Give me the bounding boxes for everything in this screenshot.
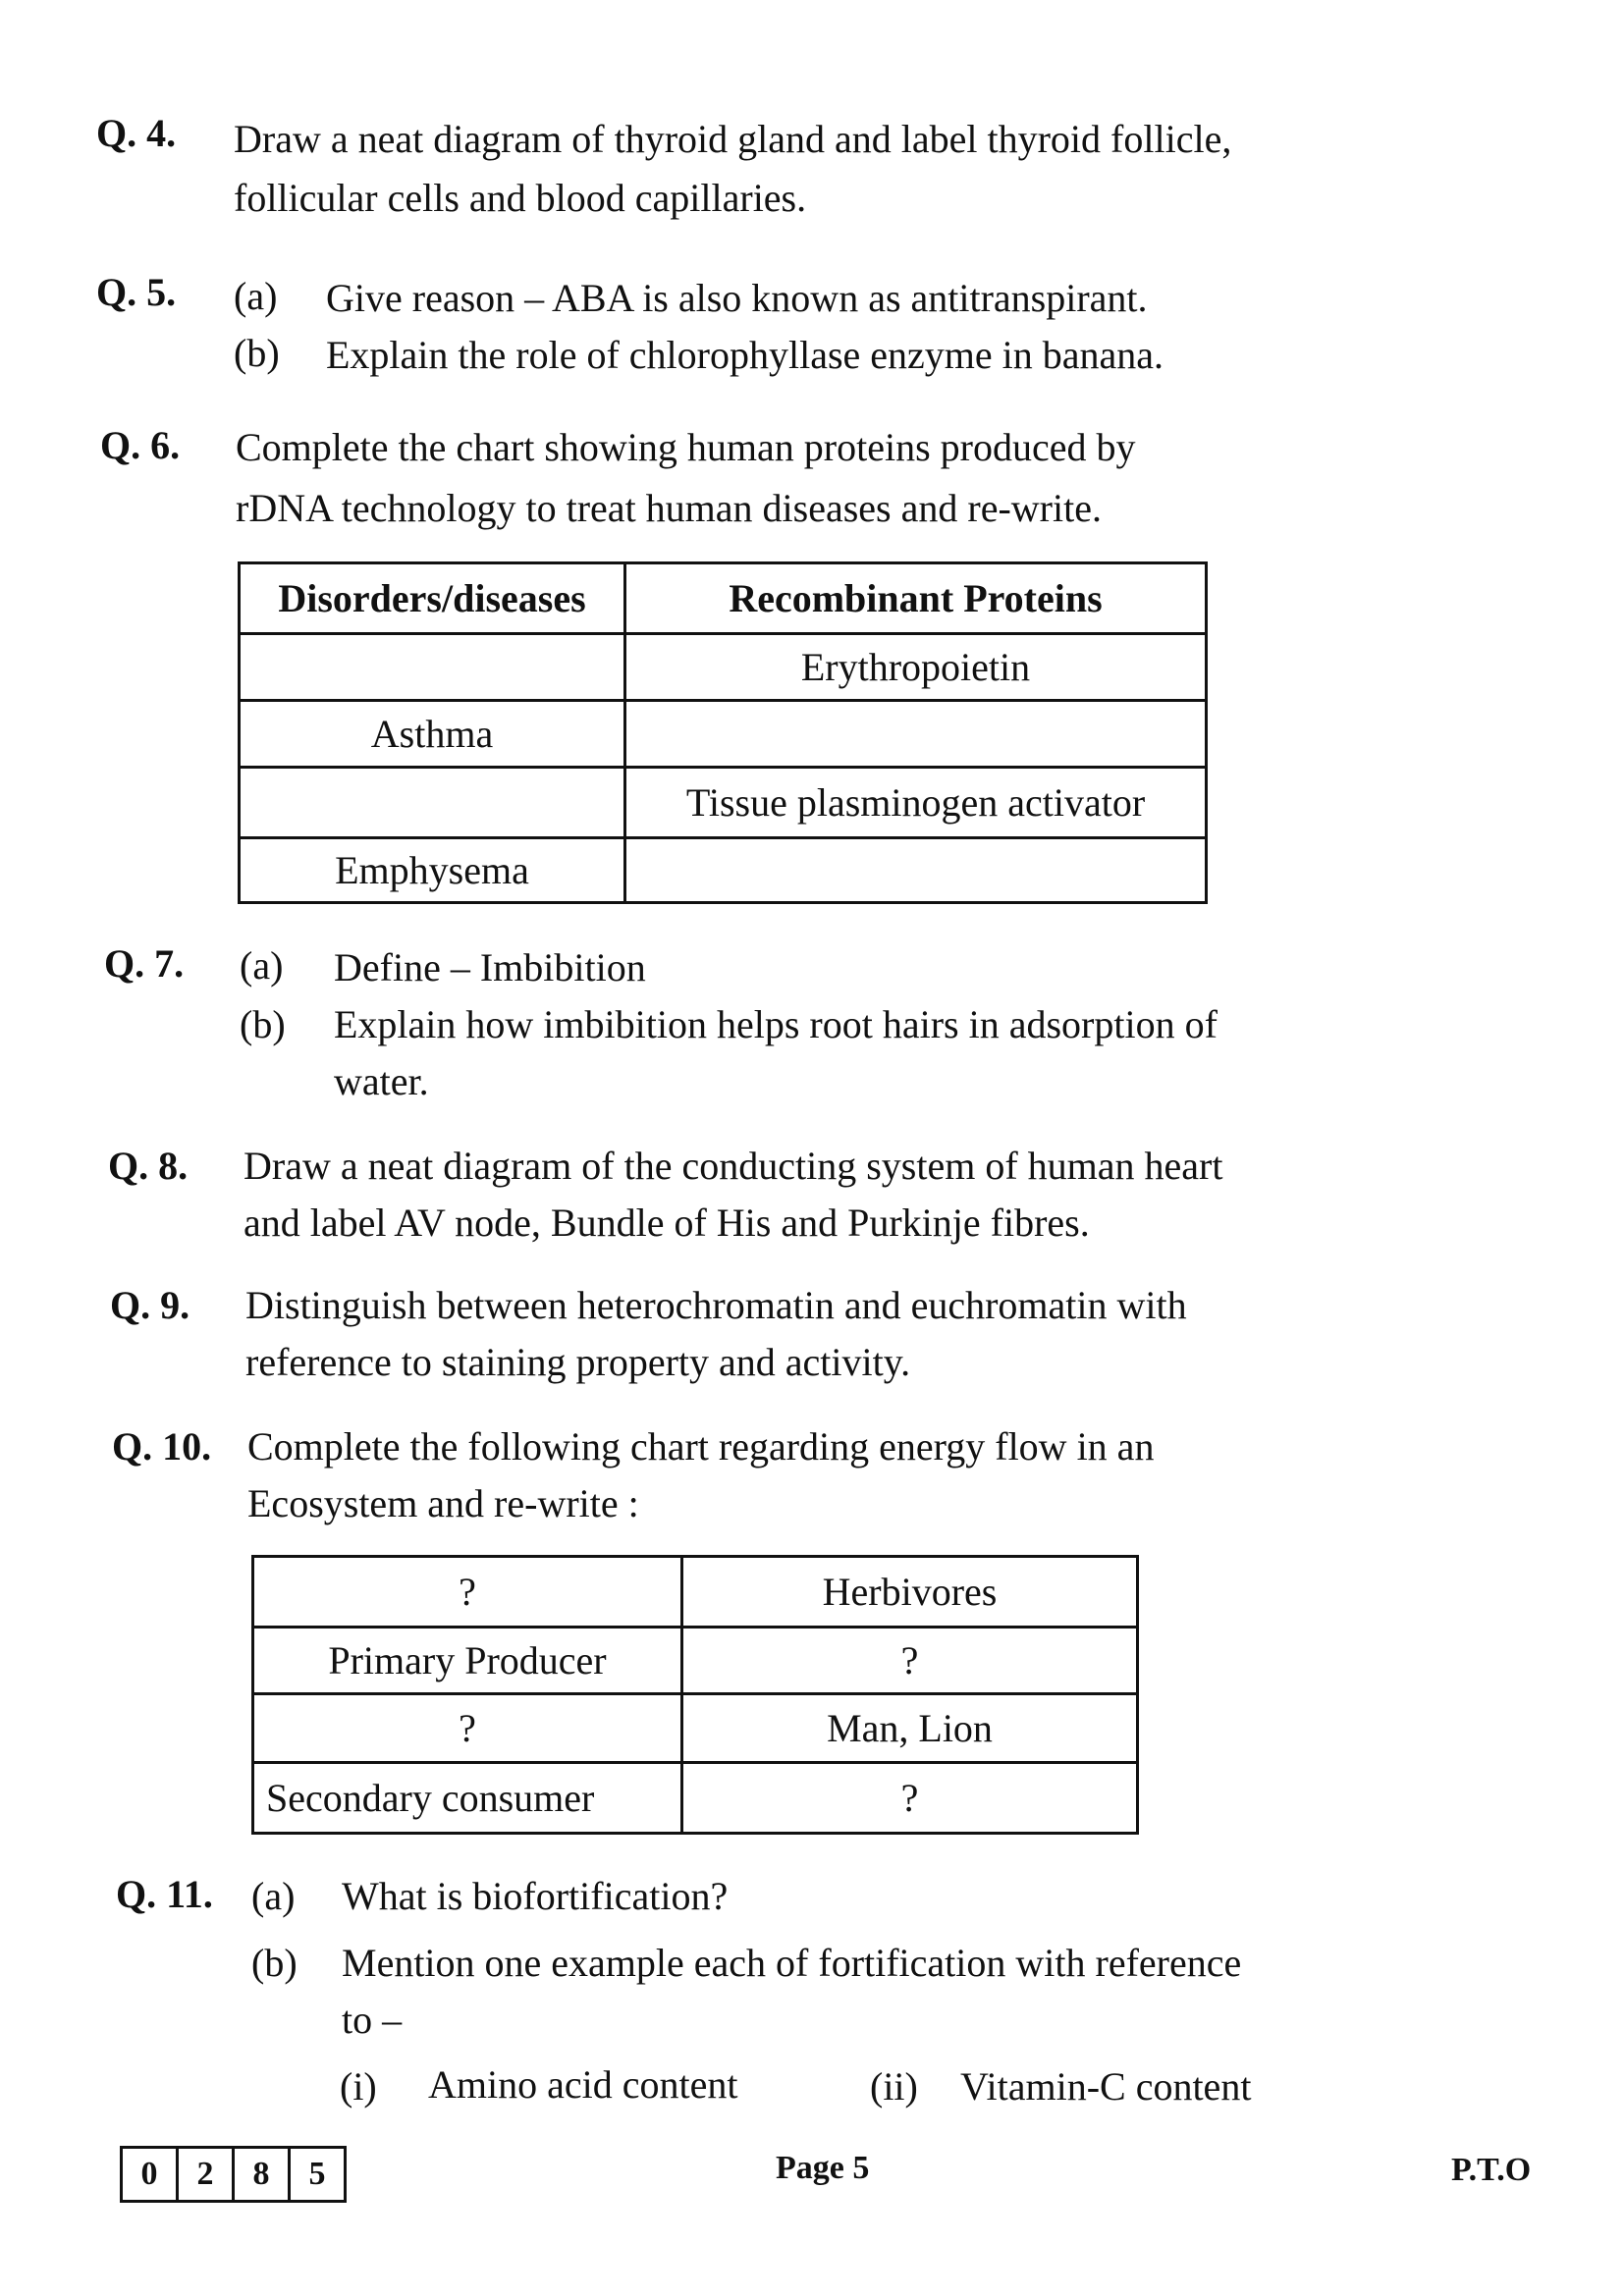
- q8-line1: Draw a neat diagram of the conducting system of human heart: [244, 1144, 1223, 1188]
- energy-cell: ?: [253, 1557, 682, 1628]
- q5-b-text: Explain the role of chlorophyllase enzyme in banana.: [326, 333, 1164, 377]
- proteins-cell: Tissue plasminogen activator: [625, 768, 1207, 838]
- pto-label: P.T.O: [1451, 2152, 1532, 2188]
- q5-a-text: Give reason – ABA is also known as antitranspirant.: [326, 276, 1148, 320]
- paper-code-digit: 8: [235, 2149, 291, 2200]
- proteins-cell: Erythropoietin: [625, 634, 1207, 701]
- q11-number: Q. 11.: [116, 1872, 213, 1916]
- paper-code-digit: 5: [308, 2156, 326, 2192]
- q9-line2: reference to staining property and activity.: [245, 1340, 911, 1384]
- q8-number: Q. 8.: [108, 1144, 189, 1188]
- proteins-cell: [240, 634, 625, 701]
- energy-cell: Man, Lion: [682, 1694, 1138, 1763]
- q9-line1: Distinguish between heterochromatin and euchromatin with: [245, 1283, 1187, 1327]
- energy-flow-table: [251, 1555, 1139, 1835]
- q4-line2: follicular cells and blood capillaries.: [234, 176, 807, 220]
- q7-number: Q. 7.: [104, 941, 185, 986]
- proteins-header-disorders: Disorders/diseases: [240, 563, 625, 634]
- paper-code-boxes: [120, 2146, 347, 2203]
- energy-cell: Primary Producer: [253, 1628, 682, 1694]
- energy-cell: Herbivores: [682, 1557, 1138, 1628]
- q4-line1: Draw a neat diagram of thyroid gland and label thyroid follicle,: [234, 117, 1232, 161]
- proteins-cell: Asthma: [240, 701, 625, 768]
- q5-b-label: (b): [234, 331, 280, 375]
- q10-number: Q. 10.: [112, 1424, 212, 1468]
- q11-ii-text: Vitamin-C content: [960, 2064, 1252, 2109]
- proteins-cell: [625, 701, 1207, 768]
- q7-b-label: (b): [240, 1002, 286, 1046]
- q11-ii-label: (ii): [870, 2064, 918, 2109]
- q11-b-line2: to –: [342, 1998, 403, 2042]
- paper-code-digit: 2: [179, 2149, 235, 2200]
- q6-line2: rDNA technology to treat human diseases and re-write.: [236, 486, 1102, 530]
- proteins-cell: Emphysema: [240, 838, 625, 903]
- q7-a-label: (a): [240, 943, 284, 988]
- q5-number: Q. 5.: [96, 270, 177, 314]
- q6-number: Q. 6.: [100, 423, 181, 467]
- q8-line2: and label AV node, Bundle of His and Purkinje fibres.: [244, 1201, 1090, 1245]
- q11-a-text: What is biofortification?: [342, 1874, 729, 1918]
- q11-i-label: (i): [340, 2064, 377, 2109]
- proteins-table: [238, 561, 1208, 904]
- proteins-cell: [240, 768, 625, 838]
- q11-i-text: Amino acid content: [428, 2062, 738, 2107]
- page-number: Page 5: [776, 2150, 870, 2186]
- q6-line1: Complete the chart showing human proteins produced by: [236, 425, 1136, 469]
- q11-b-label: (b): [251, 1941, 298, 1985]
- q7-b-line1: Explain how imbibition helps root hairs in adsorption of: [334, 1002, 1218, 1046]
- q11-a-label: (a): [251, 1874, 296, 1918]
- energy-cell: ?: [682, 1763, 1138, 1834]
- q5-a-label: (a): [234, 274, 278, 318]
- q4-number: Q. 4.: [96, 111, 177, 155]
- q10-line2: Ecosystem and re-write :: [247, 1481, 639, 1525]
- q7-b-line2: water.: [334, 1059, 429, 1103]
- paper-code-digit: 0: [123, 2149, 179, 2200]
- q10-line1: Complete the following chart regarding energy flow in an: [247, 1424, 1155, 1468]
- proteins-header-recombinant: Recombinant Proteins: [625, 563, 1207, 634]
- q11-b-line1: Mention one example each of fortification with reference: [342, 1941, 1242, 1985]
- energy-cell: ?: [682, 1628, 1138, 1694]
- proteins-cell: [625, 838, 1207, 903]
- energy-cell: Secondary consumer: [253, 1763, 682, 1834]
- q7-a-text: Define – Imbibition: [334, 945, 646, 989]
- energy-cell: ?: [253, 1694, 682, 1763]
- q9-number: Q. 9.: [110, 1283, 190, 1327]
